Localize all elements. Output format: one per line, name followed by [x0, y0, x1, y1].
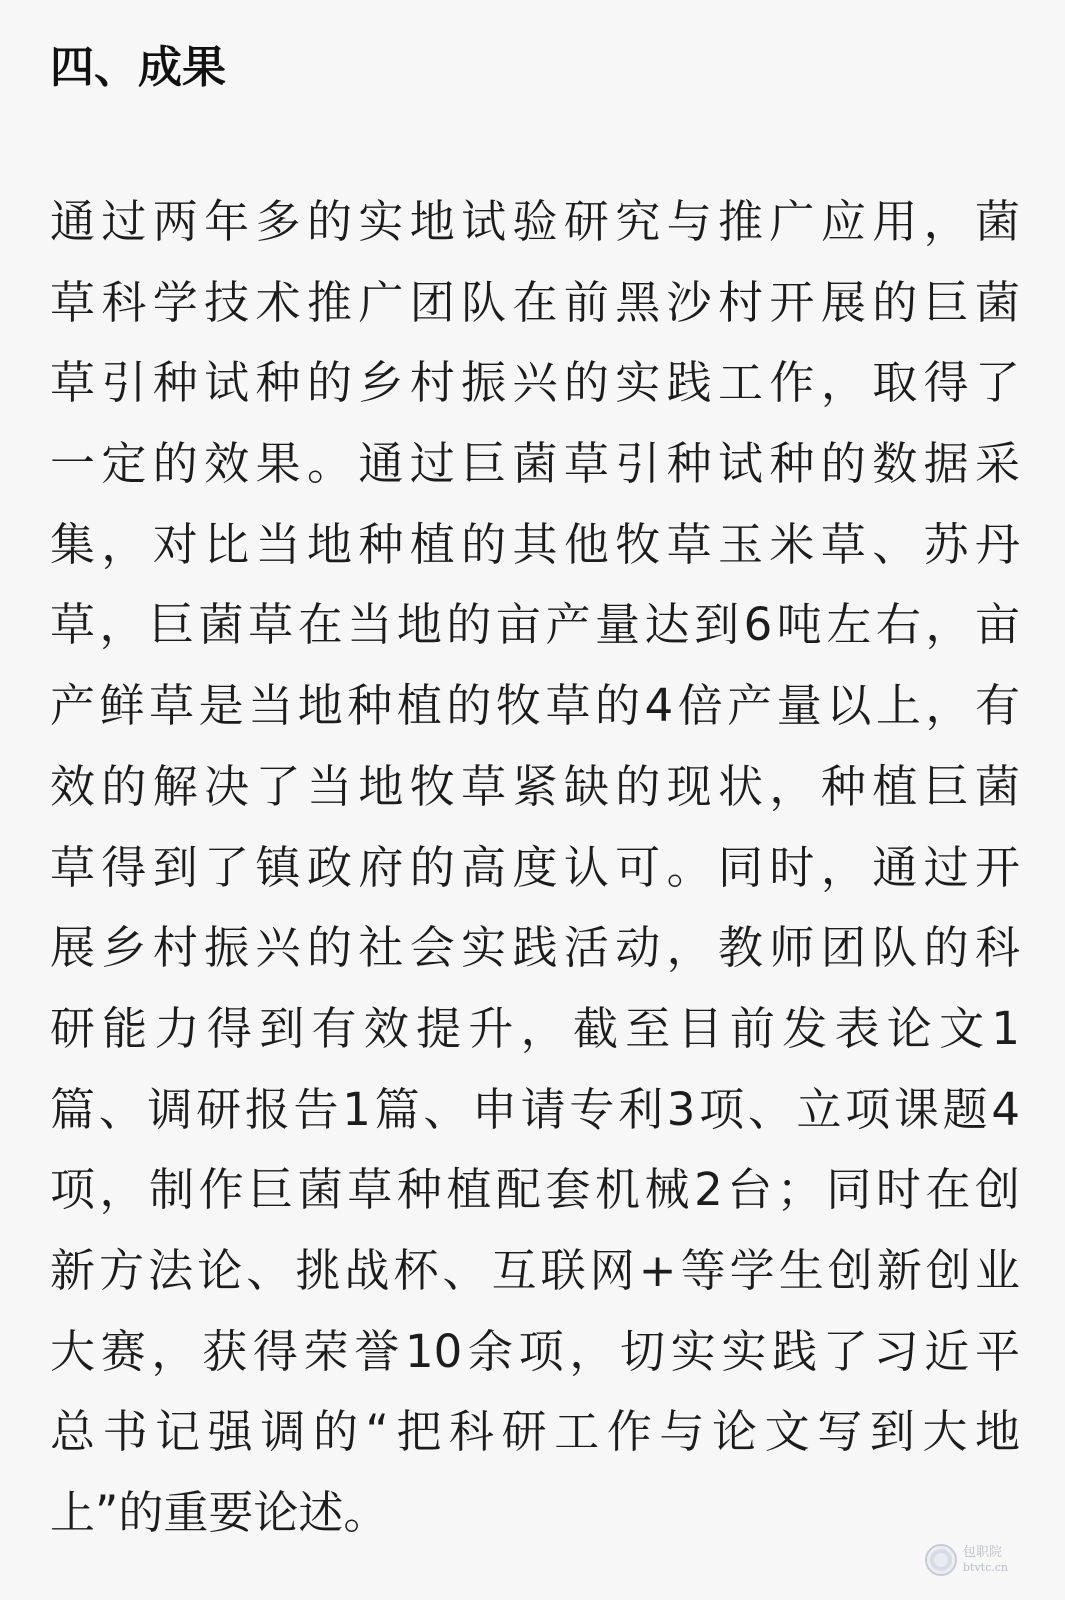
- paragraph-line: 展乡村振兴的社会实践活动，教师团队的科: [50, 921, 1020, 975]
- paragraph-line-last: 上”的重要论述。: [50, 1486, 389, 1539]
- paragraph-line: 新方法论、挑战杯、互联网+等学生创新创业: [50, 1243, 1020, 1297]
- article: [50, 0, 1020, 1554]
- result-paragraph: [50, 182, 1020, 1554]
- paragraph-line: 大赛，获得荣誉10余项，切实实践了习近平: [50, 1324, 1020, 1378]
- paragraph-line: 草引种试种的乡村振兴的实践工作，取得了: [50, 356, 1020, 410]
- paragraph-line: 草科学技术推广团队在前黑沙村开展的巨菌: [50, 275, 1020, 329]
- paragraph-line: 总书记强调的“把科研工作与论文写到大地: [50, 1405, 1020, 1459]
- section-title: 四、成果: [50, 42, 226, 93]
- paragraph-line: 草得到了镇政府的高度认可。同时，通过开: [50, 840, 1020, 894]
- watermark-text: [963, 1545, 1008, 1575]
- paragraph-line: 研能力得到有效提升，截至目前发表论文1: [50, 1001, 1020, 1055]
- paragraph-line: 项，制作巨菌草种植配套机械2台；同时在创: [50, 1163, 1020, 1217]
- paragraph-line: 效的解决了当地牧草紧缺的现状，种植巨菌: [50, 759, 1020, 813]
- watermark-name: 包职院: [963, 1545, 1003, 1560]
- school-seal-icon: [925, 1544, 957, 1576]
- paragraph-line: 篇、调研报告1篇、申请专利3项、立项课题4: [50, 1082, 1020, 1136]
- paragraph-line: 通过两年多的实地试验研究与推广应用，菌: [50, 195, 1020, 248]
- watermark: [925, 1538, 1025, 1582]
- paragraph-line: 草，巨菌草在当地的亩产量达到6吨左右，亩: [50, 598, 1020, 652]
- paragraph-line: 产鲜草是当地种植的牧草的4倍产量以上，有: [50, 679, 1020, 733]
- watermark-domain: btvtc.cn: [963, 1561, 1008, 1574]
- paragraph-line: 集，对比当地种植的其他牧草玉米草、苏丹: [50, 517, 1020, 571]
- paragraph-line: 一定的效果。通过巨菌草引种试种的数据采: [50, 437, 1020, 491]
